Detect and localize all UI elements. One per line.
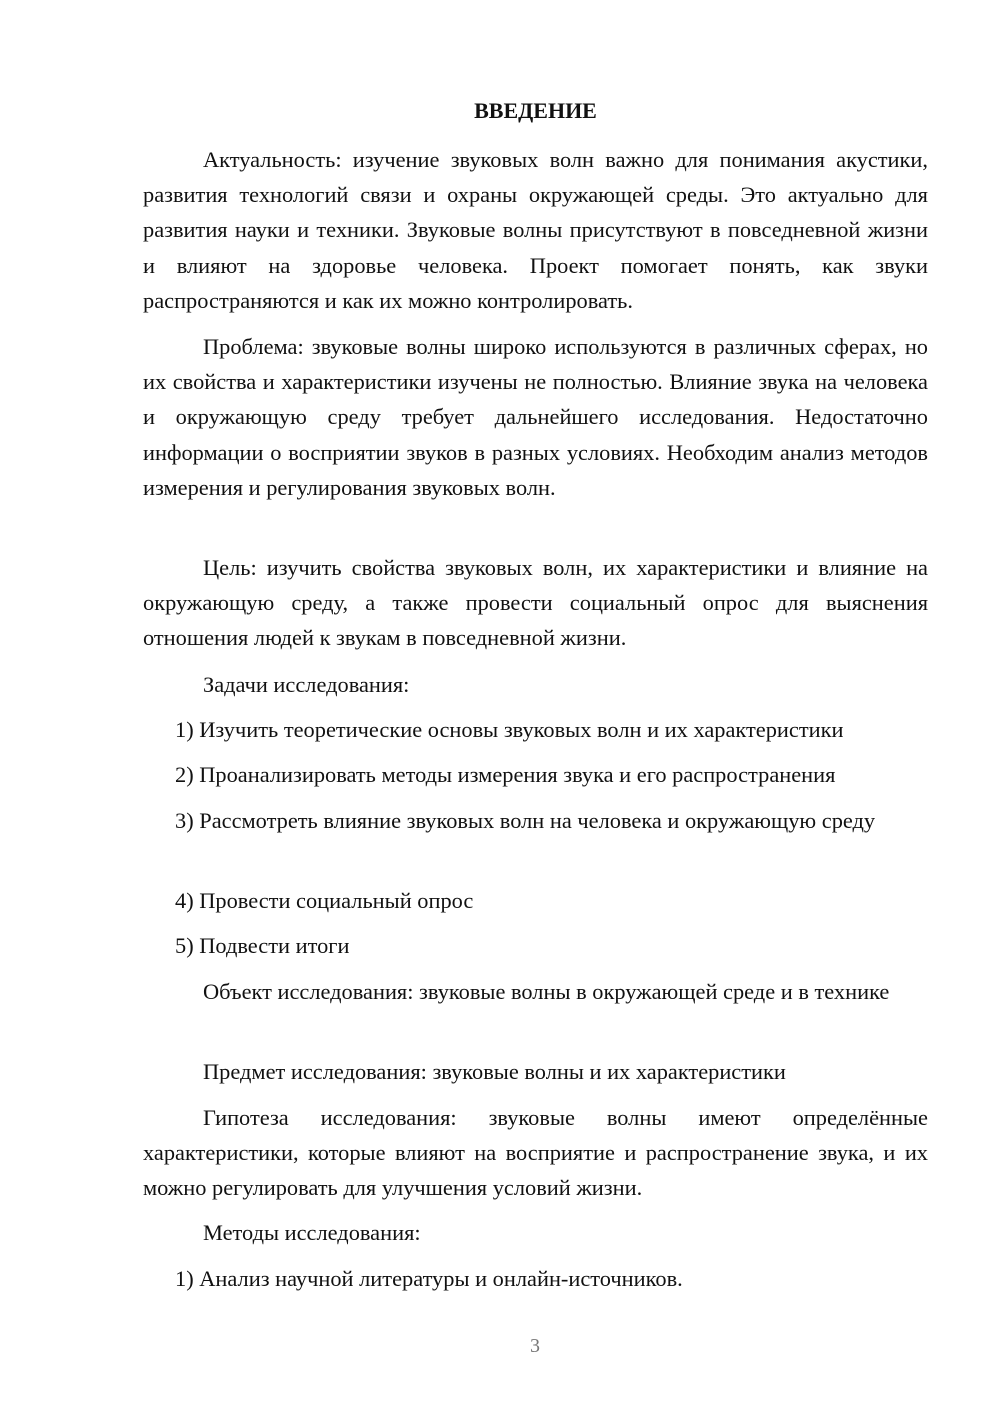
page-number: 3 xyxy=(530,1335,540,1357)
relevance-paragraph: Актуальность: изучение звуковых волн важно для понимания акустики, развития технологий связи и охраны окружающей среды. Это актуально для развития науки и техники. Звуковые волны присутствуют в повседневной жизни и влияют на здоровье человека. Проект помогает понять, как звуки распространяются и как их можно контролировать. xyxy=(143,147,928,313)
object-paragraph: Объект исследования: звуковые волны в окружающей среде и в технике xyxy=(203,979,890,1004)
task-item: 1) Изучить теоретические основы звуковых волн и их характеристики xyxy=(175,717,844,742)
problem-paragraph: Проблема: звуковые волны широко используются в различных сферах, но их свойства и характеристики изучены не полностью. Влияние звука на человека и окружающую среду требует дальнейшего исследования. Недостаточно информации о восприятии звуков в разных условиях. Необходим анализ методов измерения и регулирования звуковых волн. xyxy=(143,334,928,500)
task-item: 2) Проанализировать методы измерения звука и его распространения xyxy=(175,762,836,787)
method-item: 1) Анализ научной литературы и онлайн-источников. xyxy=(175,1266,683,1291)
task-item: 4) Провести социальный опрос xyxy=(175,888,474,913)
subject-paragraph: Предмет исследования: звуковые волны и их характеристики xyxy=(203,1059,786,1084)
tasks-heading: Задачи исследования: xyxy=(203,672,410,697)
goal-paragraph: Цель: изучить свойства звуковых волн, их характеристики и влияние на окружающую среду, а также провести социальный опрос для выяснения отношения людей к звукам в повседневной жизни. xyxy=(143,555,928,651)
task-item: 3) Рассмотреть влияние звуковых волн на человека и окружающую среду xyxy=(175,808,876,833)
methods-heading: Методы исследования: xyxy=(203,1220,421,1245)
hypothesis-paragraph: Гипотеза исследования: звуковые волны имеют определённые характеристики, которые влияют на восприятие и распространение звука, и их можно регулировать для улучшения условий жизни. xyxy=(143,1105,928,1201)
page-title: ВВЕДЕНИЕ xyxy=(474,98,597,123)
task-item: 5) Подвести итоги xyxy=(175,933,350,958)
